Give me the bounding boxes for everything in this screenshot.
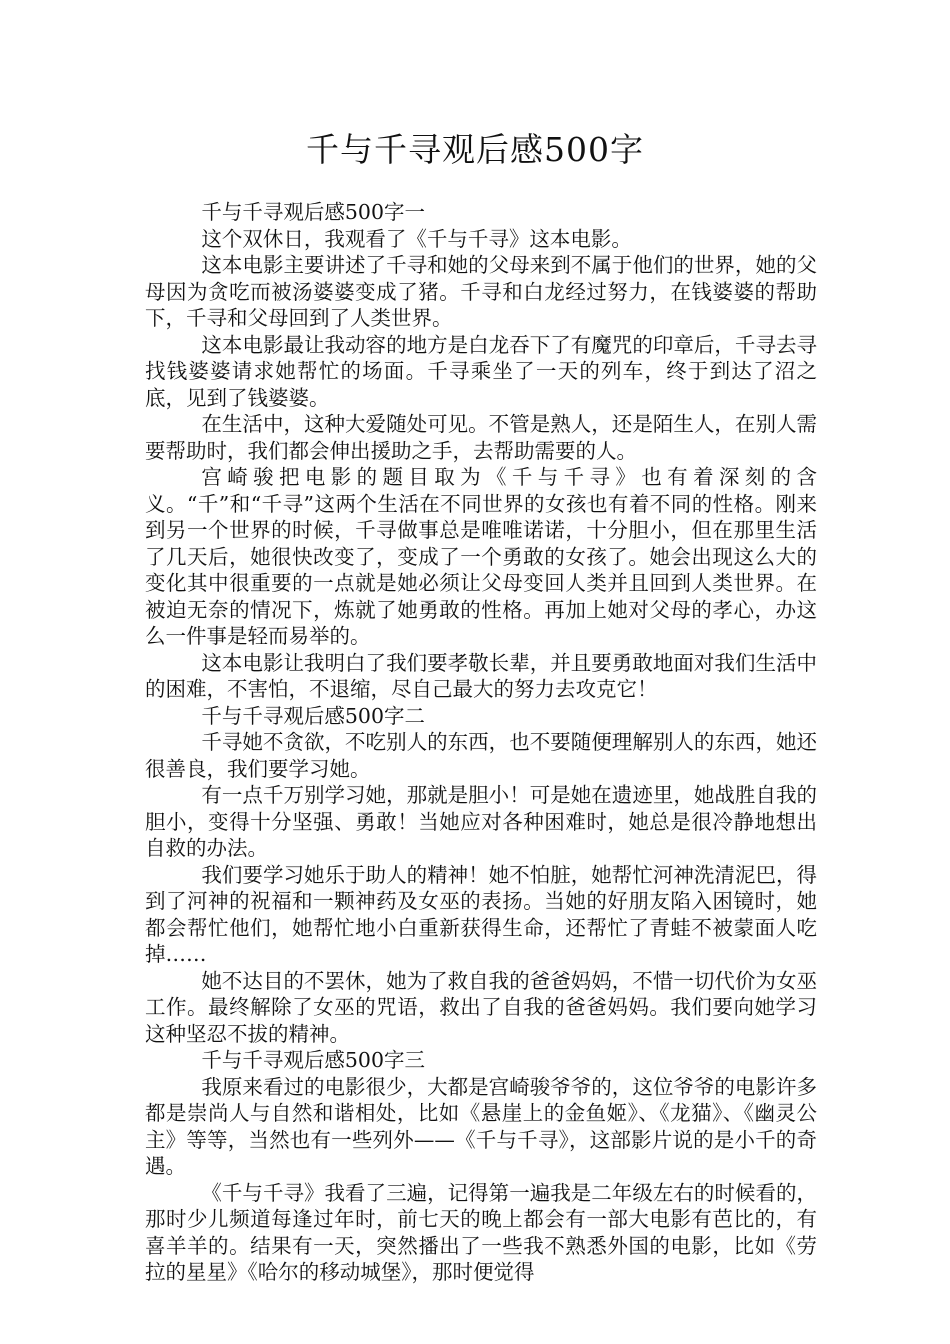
paragraph: 这本电影让我明白了我们要孝敬长辈，并且要勇敢地面对我们生活中的困难，不害怕，不退缩，尽自己最大的努力去攻克它！ xyxy=(145,650,817,701)
paragraph: 我原来看过的电影很少，大都是宫崎骏爷爷的，这位爷爷的电影许多都是崇尚人与自然和谐相处，比如《悬崖上的金鱼姬》、《龙猫》、《幽灵公主》等等，当然也有一些列外——《千与千寻》，这部影片说的是小千的奇遇。 xyxy=(145,1074,817,1178)
paragraph: 宫崎骏把电影的题目取为《千与千寻》也有着深刻的含义。“千”和“千寻”这两个生活在不同世界的女孩也有着不同的性格。刚来到另一个世界的时候，千寻做事总是唯唯诺诺，十分胆小，但在那里生活了几天后，她很快改变了，变成了一个勇敢的女孩了。她会出现这么大的变化其中很重要的一点就是她必须让父母变回人类并且回到人类世界。在被迫无奈的情况下，炼就了她勇敢的性格。再加上她对父母的孝心，办这么一件事是轻而易举的。 xyxy=(145,465,817,648)
paragraph: 她不达目的不罢休，她为了救自我的爸爸妈妈，不惜一切代价为女巫工作。最终解除了女巫的咒语，救出了自我的爸爸妈妈。我们要向她学习这种坚忍不拔的精神。 xyxy=(145,968,817,1046)
paragraph: 《千与千寻》我看了三遍，记得第一遍我是二年级左右的时候看的，那时少儿频道每逢过年时，前七天的晚上都会有一部大电影有芭比的，有喜羊羊的。结果有一天，突然播出了一些我不熟悉外国的电影，比如《劳拉的星星》《哈尔的移动城堡》，那时便觉得 xyxy=(145,1180,817,1284)
section-heading: 千与千寻观后感500字一 xyxy=(201,200,426,224)
paragraph: 千寻她不贪欲，不吃别人的东西，也不要随便理解别人的东西，她还很善良，我们要学习她。 xyxy=(145,730,817,781)
paragraph: 这个双休日，我观看了《千与千寻》这本电影。 xyxy=(201,226,632,251)
paragraph: 这本电影主要讲述了千寻和她的父母来到不属于他们的世界，她的父母因为贪吃而被汤婆婆变成了猪。千寻和白龙经过努力，在钱婆婆的帮助下，千寻和父母回到了人类世界。 xyxy=(145,253,817,330)
paragraph: 有一点千万别学习她，那就是胆小！可是她在遗迹里，她战胜自我的胆小，变得十分坚强、勇敢！当她应对各种困难时，她总是很冷静地想出自救的办法。 xyxy=(145,783,817,860)
paragraph: 在生活中，这种大爱随处可见。不管是熟人，还是陌生人，在别人需要帮助时，我们都会伸出援助之手，去帮助需要的人。 xyxy=(145,412,817,463)
document-body xyxy=(145,199,817,1286)
document-title: 千与千寻观后感500字 xyxy=(306,130,644,169)
section-heading: 千与千寻观后感500字三 xyxy=(201,1048,426,1072)
paragraph: 这本电影最让我动容的地方是白龙吞下了有魔咒的印章后，千寻去寻找钱婆婆请求她帮忙的场面。千寻乘坐了一天的列车，终于到达了沼之底，见到了钱婆婆。 xyxy=(145,332,817,410)
section-heading: 千与千寻观后感500字二 xyxy=(201,703,426,728)
paragraph: 我们要学习她乐于助人的精神！她不怕脏，她帮忙河神洗清泥巴，得到了河神的祝福和一颗神药及女巫的表扬。当她的好朋友陷入困镜时，她都会帮忙他们，她帮忙地小白重新获得生命，还帮忙了青蛙不被蒙面人吃掉…… xyxy=(145,862,817,966)
